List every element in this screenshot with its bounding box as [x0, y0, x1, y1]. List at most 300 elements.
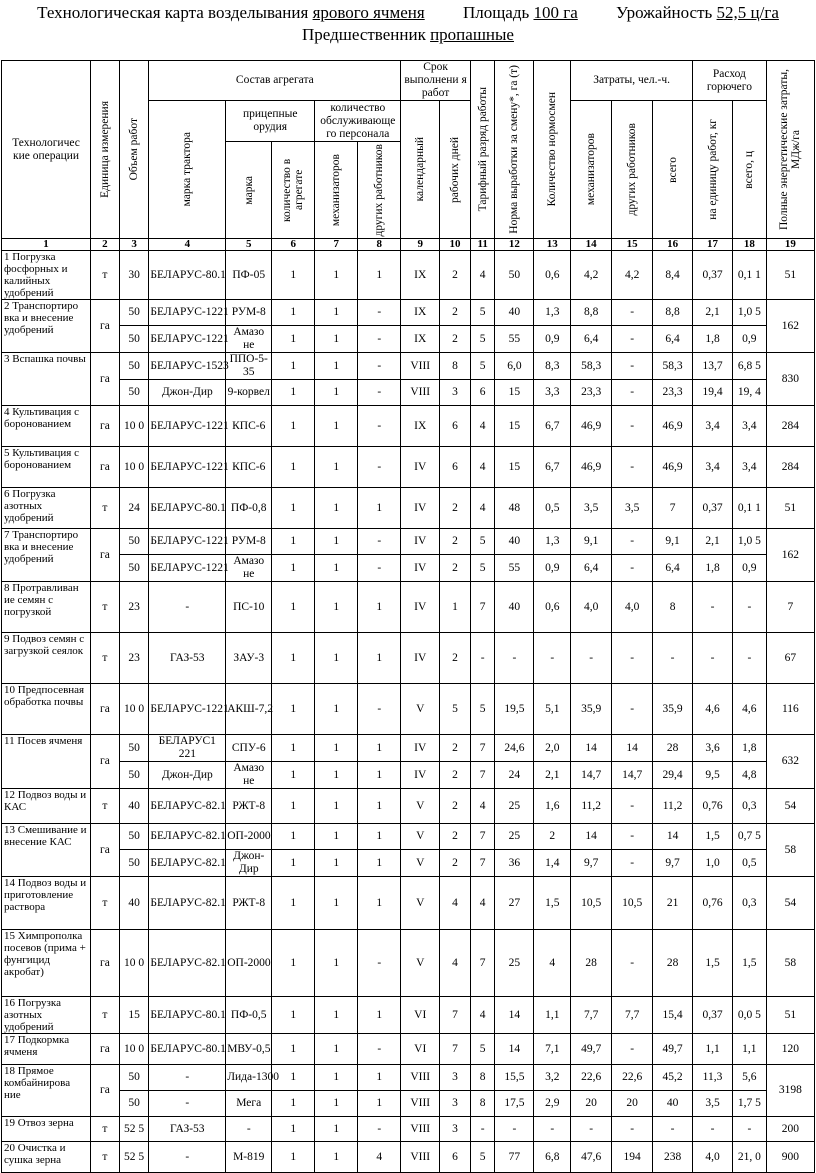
- table-cell: 1: [315, 447, 358, 488]
- table-cell: 50: [119, 353, 149, 380]
- table-cell: IX: [401, 406, 440, 447]
- table-row: [2, 447, 815, 488]
- table-cell: 2: [440, 824, 471, 850]
- table-cell: 5: [470, 353, 495, 380]
- table-cell: 194: [612, 1142, 653, 1173]
- table-cell: т: [91, 997, 120, 1034]
- table-cell: 7,7: [612, 997, 653, 1034]
- table-cell: 2: [440, 300, 471, 326]
- table-cell: 1: [358, 997, 401, 1034]
- table-cell: 46,9: [571, 447, 612, 488]
- table-cell: VIII: [401, 1091, 440, 1117]
- table-cell: т: [91, 251, 120, 300]
- table-cell: 4: [470, 447, 495, 488]
- table-cell: 6,4: [571, 326, 612, 353]
- table-cell: т: [91, 1142, 120, 1173]
- header-costs: Затраты, чел.-ч.: [571, 61, 693, 101]
- table-cell: 1: [358, 1065, 401, 1091]
- column-number: 11: [470, 239, 495, 251]
- operation-name: 13 Смешивание и внесение КАС: [2, 824, 91, 877]
- operation-name: 19 Отвоз зерна: [2, 1117, 91, 1142]
- table-cell: 0,9: [732, 326, 766, 353]
- table-cell: БЕЛАРУС1 221: [149, 735, 226, 762]
- table-cell: 4: [470, 406, 495, 447]
- header-staff: количество обслуживающе го персонала: [315, 101, 401, 142]
- table-cell: 1,0 5: [732, 529, 766, 555]
- table-cell: Джон-Дир: [149, 762, 226, 789]
- table-row: [2, 824, 815, 850]
- table-cell: М-819: [226, 1142, 272, 1173]
- unit-cell: га: [91, 1065, 120, 1117]
- operation-name: 5 Культивация с боронованием: [2, 447, 91, 488]
- table-cell: 6,4: [653, 555, 693, 582]
- table-cell: БЕЛАРУС-1221: [149, 447, 226, 488]
- table-cell: 1: [315, 380, 358, 406]
- table-cell: 58,3: [571, 353, 612, 380]
- table-cell: -: [226, 1117, 272, 1142]
- table-cell: IV: [401, 735, 440, 762]
- table-cell: 1: [315, 877, 358, 930]
- energy-cell: 632: [766, 735, 814, 789]
- operation-name: 1 Погрузка фосфорных и калийных удобрений: [2, 251, 91, 300]
- table-cell: Джон-Дир: [149, 380, 226, 406]
- table-cell: 1: [272, 877, 315, 930]
- table-cell: 50: [119, 380, 149, 406]
- table-cell: 58: [766, 930, 814, 997]
- table-cell: 45,2: [653, 1065, 693, 1091]
- table-cell: 10,5: [612, 877, 653, 930]
- table-cell: -: [732, 633, 766, 684]
- table-cell: 4,0: [693, 1142, 733, 1173]
- table-cell: АКШ-7,2: [226, 684, 272, 735]
- table-cell: -: [612, 326, 653, 353]
- table-cell: 1: [315, 300, 358, 326]
- table-cell: 1: [358, 1091, 401, 1117]
- column-number: 2: [91, 239, 120, 251]
- table-cell: 1,8: [732, 735, 766, 762]
- predecessor-label: Предшественник: [302, 25, 426, 44]
- table-cell: т: [91, 789, 120, 824]
- table-cell: 1,3: [534, 300, 571, 326]
- table-cell: 8: [653, 582, 693, 633]
- table-cell: 0,0 5: [732, 997, 766, 1034]
- area-value: 100 га: [533, 3, 578, 22]
- table-cell: -: [470, 1117, 495, 1142]
- table-cell: 0,37: [693, 488, 733, 529]
- table-cell: 1: [272, 300, 315, 326]
- table-cell: 1,5: [693, 824, 733, 850]
- table-cell: 28: [653, 930, 693, 997]
- table-cell: -: [470, 633, 495, 684]
- table-cell: 2,0: [534, 735, 571, 762]
- table-cell: 9,1: [653, 529, 693, 555]
- header-energy: Полные энергетические затраты, МДж/га: [766, 61, 814, 239]
- table-cell: 1: [272, 684, 315, 735]
- table-cell: 49,7: [653, 1034, 693, 1065]
- table-cell: 6: [470, 380, 495, 406]
- table-cell: 11,2: [653, 789, 693, 824]
- table-cell: 1: [315, 1091, 358, 1117]
- header-calendar: календарный: [401, 101, 440, 239]
- table-cell: 6,8 5: [732, 353, 766, 380]
- table-cell: -: [612, 684, 653, 735]
- column-number: 5: [226, 239, 272, 251]
- energy-cell: 3198: [766, 1065, 814, 1117]
- table-cell: 3: [440, 1117, 471, 1142]
- table-cell: 2,1: [534, 762, 571, 789]
- table-cell: 11,2: [571, 789, 612, 824]
- table-row: [2, 1091, 815, 1117]
- table-cell: 1: [272, 824, 315, 850]
- title-prefix: Технологическая карта возделывания: [37, 3, 309, 22]
- operation-name: 8 Протравливан ие семян с погрузкой: [2, 582, 91, 633]
- table-cell: 10 0: [119, 1034, 149, 1065]
- table-cell: -: [571, 633, 612, 684]
- table-cell: БЕЛАРУС-1221: [149, 326, 226, 353]
- table-cell: 20: [612, 1091, 653, 1117]
- header-norm: Норма выработки за смену*, га (т): [495, 61, 534, 239]
- table-cell: БЕЛАРУС-82.1: [149, 824, 226, 850]
- table-cell: 1: [358, 850, 401, 877]
- table-cell: 50: [119, 1091, 149, 1117]
- table-row: [2, 735, 815, 762]
- table-cell: 8: [470, 1065, 495, 1091]
- table-cell: 3,4: [693, 406, 733, 447]
- table-cell: VI: [401, 1034, 440, 1065]
- table-cell: 8: [440, 353, 471, 380]
- table-body: [2, 251, 815, 1173]
- table-cell: 3,4: [732, 447, 766, 488]
- header-cost-others: других работников: [612, 101, 653, 239]
- column-number: 3: [119, 239, 149, 251]
- table-cell: 54: [766, 877, 814, 930]
- table-cell: IX: [401, 251, 440, 300]
- table-cell: 3,6: [693, 735, 733, 762]
- table-cell: 1: [358, 789, 401, 824]
- table-row: [2, 1117, 815, 1142]
- table-cell: 3: [440, 1091, 471, 1117]
- table-cell: 1: [272, 930, 315, 997]
- table-row: [2, 684, 815, 735]
- table-cell: 17,5: [495, 1091, 534, 1117]
- table-cell: га: [91, 406, 120, 447]
- table-cell: 4: [470, 488, 495, 529]
- table-cell: ГАЗ-53: [149, 633, 226, 684]
- header-tractor: марка трактора: [149, 101, 226, 239]
- table-cell: 2: [440, 633, 471, 684]
- table-cell: 7: [440, 997, 471, 1034]
- table-cell: ПФ-05: [226, 251, 272, 300]
- table-cell: 3,4: [732, 406, 766, 447]
- table-cell: 6,7: [534, 406, 571, 447]
- table-cell: -: [693, 1117, 733, 1142]
- table-row: [2, 850, 815, 877]
- table-cell: БЕЛАРУС-1221: [149, 300, 226, 326]
- table-cell: -: [149, 1142, 226, 1173]
- operation-name: 14 Подвоз воды и приготовление раствора: [2, 877, 91, 930]
- table-cell: 1: [358, 762, 401, 789]
- table-cell: -: [612, 529, 653, 555]
- table-cell: 1,5: [534, 877, 571, 930]
- unit-cell: га: [91, 824, 120, 877]
- table-cell: 35,9: [653, 684, 693, 735]
- table-cell: 1: [315, 633, 358, 684]
- table-cell: V: [401, 789, 440, 824]
- table-cell: 1: [358, 582, 401, 633]
- table-cell: 200: [766, 1117, 814, 1142]
- table-cell: БЕЛАРУС-80.1: [149, 997, 226, 1034]
- table-cell: 1,6: [534, 789, 571, 824]
- table-cell: -: [612, 447, 653, 488]
- table-cell: 25: [495, 824, 534, 850]
- table-cell: 10 0: [119, 684, 149, 735]
- table-cell: 51: [766, 251, 814, 300]
- table-cell: 14: [571, 735, 612, 762]
- table-cell: -: [534, 633, 571, 684]
- table-cell: 5: [470, 555, 495, 582]
- table-cell: IV: [401, 582, 440, 633]
- table-cell: 14: [495, 1034, 534, 1065]
- table-cell: БЕЛАРУС-82.1: [149, 877, 226, 930]
- table-cell: 116: [766, 684, 814, 735]
- table-cell: КПС-6: [226, 447, 272, 488]
- table-cell: т: [91, 1117, 120, 1142]
- table-row: [2, 1142, 815, 1173]
- table-cell: VI: [401, 997, 440, 1034]
- table-cell: -: [612, 300, 653, 326]
- table-cell: РУМ-8: [226, 300, 272, 326]
- table-cell: -: [358, 1117, 401, 1142]
- unit-cell: га: [91, 735, 120, 789]
- table-cell: 15: [119, 997, 149, 1034]
- table-row: [2, 1034, 815, 1065]
- table-cell: 14: [612, 735, 653, 762]
- table-cell: т: [91, 633, 120, 684]
- table-cell: 28: [653, 735, 693, 762]
- title-line-1: [0, 0, 816, 24]
- table-cell: -: [612, 824, 653, 850]
- table-cell: 1: [272, 762, 315, 789]
- table-cell: га: [91, 1034, 120, 1065]
- table-cell: 1: [315, 735, 358, 762]
- table-cell: 35,9: [571, 684, 612, 735]
- table-cell: 0,5: [534, 488, 571, 529]
- table-cell: 1,0 5: [732, 300, 766, 326]
- operation-name: 17 Подкормка ячменя: [2, 1034, 91, 1065]
- table-cell: БЕЛАРУС-1221: [149, 555, 226, 582]
- table-cell: 4: [470, 251, 495, 300]
- table-cell: 1: [272, 735, 315, 762]
- table-cell: 3,5: [612, 488, 653, 529]
- table-cell: -: [612, 1117, 653, 1142]
- table-cell: 5: [470, 1034, 495, 1065]
- table-cell: 55: [495, 326, 534, 353]
- table-cell: 15: [495, 447, 534, 488]
- table-cell: 8: [470, 1091, 495, 1117]
- table-cell: 8,8: [571, 300, 612, 326]
- operation-name: 3 Вспашка почвы: [2, 353, 91, 406]
- column-number: 1: [2, 239, 91, 251]
- table-cell: -: [653, 633, 693, 684]
- table-cell: 40: [119, 789, 149, 824]
- table-cell: -: [732, 582, 766, 633]
- table-cell: 1: [315, 1065, 358, 1091]
- table-cell: -: [358, 1034, 401, 1065]
- table-cell: 1: [315, 326, 358, 353]
- table-cell: ППО-5-35: [226, 353, 272, 380]
- table-cell: 22,6: [571, 1065, 612, 1091]
- table-cell: 5: [470, 684, 495, 735]
- table-cell: 5,1: [534, 684, 571, 735]
- table-cell: 1: [358, 633, 401, 684]
- column-number: 16: [653, 239, 693, 251]
- table-cell: -: [358, 555, 401, 582]
- table-cell: 6: [440, 447, 471, 488]
- table-cell: 7: [440, 1034, 471, 1065]
- table-cell: -: [612, 633, 653, 684]
- table-cell: 1: [315, 1142, 358, 1173]
- table-cell: IV: [401, 447, 440, 488]
- table-cell: БЕЛАРУС-1221: [149, 406, 226, 447]
- column-number: 17: [693, 239, 733, 251]
- header-staff-mech: механизаторов: [315, 142, 358, 239]
- table-cell: 4: [358, 1142, 401, 1173]
- table-cell: 238: [653, 1142, 693, 1173]
- table-cell: 9,7: [653, 850, 693, 877]
- table-cell: 4: [470, 789, 495, 824]
- table-cell: 9,1: [571, 529, 612, 555]
- table-cell: 1: [315, 1117, 358, 1142]
- table-cell: 1: [272, 1117, 315, 1142]
- table-cell: -: [358, 684, 401, 735]
- header-staff-others: других работников: [358, 142, 401, 239]
- area-label: Площадь: [462, 3, 530, 22]
- table-cell: 23: [119, 582, 149, 633]
- unit-cell: га: [91, 300, 120, 353]
- table-cell: IV: [401, 488, 440, 529]
- table-cell: 50: [119, 300, 149, 326]
- operation-name: 12 Подвоз воды и КАС: [2, 789, 91, 824]
- table-cell: -: [612, 353, 653, 380]
- operation-name: 18 Прямое комбайнирова ние: [2, 1065, 91, 1117]
- header-ops: Технологичес кие операции: [2, 61, 91, 239]
- table-row: [2, 1065, 815, 1091]
- table-cell: 23: [119, 633, 149, 684]
- table-cell: 55: [495, 555, 534, 582]
- table-cell: 1: [272, 1091, 315, 1117]
- table-cell: 4: [470, 997, 495, 1034]
- table-cell: 0,7 5: [732, 824, 766, 850]
- operation-name: 16 Погрузка азотных удобрений: [2, 997, 91, 1034]
- operation-name: 7 Транспортиро вка и внесение удобрений: [2, 529, 91, 582]
- header-aggregate: Состав агрегата: [149, 61, 401, 101]
- table-cell: 0,9: [534, 555, 571, 582]
- table-cell: 46,9: [653, 406, 693, 447]
- table-cell: 3: [440, 1065, 471, 1091]
- table-cell: 1: [272, 406, 315, 447]
- table-cell: -: [149, 1065, 226, 1091]
- table-cell: МВУ-0,5: [226, 1034, 272, 1065]
- table-cell: 3,4: [693, 447, 733, 488]
- header-workdays: рабочих дней: [440, 101, 471, 239]
- table-cell: 1: [272, 251, 315, 300]
- table-cell: 67: [766, 633, 814, 684]
- table-cell: ГАЗ-53: [149, 1117, 226, 1142]
- table-cell: 7: [766, 582, 814, 633]
- table-cell: 1: [315, 789, 358, 824]
- header-term: Срок выполнени я работ: [401, 61, 471, 101]
- table-row: [2, 762, 815, 789]
- table-cell: Амазо не: [226, 326, 272, 353]
- operation-name: 15 Химпрополка посевов (прима + фунгицид акробат): [2, 930, 91, 997]
- table-cell: -: [612, 789, 653, 824]
- table-cell: РУМ-8: [226, 529, 272, 555]
- table-cell: 51: [766, 488, 814, 529]
- table-cell: 25: [495, 930, 534, 997]
- table-cell: 7: [470, 850, 495, 877]
- table-cell: 1: [272, 633, 315, 684]
- table-cell: 8,3: [534, 353, 571, 380]
- table-cell: -: [358, 930, 401, 997]
- table-cell: 1,5: [693, 930, 733, 997]
- table-cell: 0,37: [693, 997, 733, 1034]
- header-fuel-total: всего, ц: [732, 101, 766, 239]
- table-cell: 1: [272, 850, 315, 877]
- table-cell: 13,7: [693, 353, 733, 380]
- table-cell: 19,4: [693, 380, 733, 406]
- table-cell: 2,1: [693, 300, 733, 326]
- table-cell: IV: [401, 555, 440, 582]
- table-cell: 1: [315, 406, 358, 447]
- table-cell: РЖТ-8: [226, 789, 272, 824]
- table-cell: 47,6: [571, 1142, 612, 1173]
- table-cell: 284: [766, 406, 814, 447]
- table-cell: 900: [766, 1142, 814, 1173]
- table-cell: 1: [315, 582, 358, 633]
- table-cell: VIII: [401, 1117, 440, 1142]
- table-cell: 9,7: [571, 850, 612, 877]
- table-row: [2, 353, 815, 380]
- table-cell: 58,3: [653, 353, 693, 380]
- table-cell: 1: [272, 488, 315, 529]
- table-cell: 1: [440, 582, 471, 633]
- table-cell: -: [612, 406, 653, 447]
- table-cell: -: [612, 1034, 653, 1065]
- table-cell: -: [693, 633, 733, 684]
- column-number: 14: [571, 239, 612, 251]
- unit-cell: га: [91, 353, 120, 406]
- column-number: 10: [440, 239, 471, 251]
- table-cell: 2,9: [534, 1091, 571, 1117]
- table-cell: 3: [440, 380, 471, 406]
- table-cell: 50: [119, 735, 149, 762]
- table-cell: 54: [766, 789, 814, 824]
- table-cell: 23,3: [571, 380, 612, 406]
- table-cell: 1: [272, 555, 315, 582]
- table-cell: 4,2: [571, 251, 612, 300]
- table-cell: 4,0: [612, 582, 653, 633]
- column-number: 9: [401, 239, 440, 251]
- table-row: [2, 877, 815, 930]
- table-cell: 0,9: [732, 555, 766, 582]
- table-row: [2, 300, 815, 326]
- table-cell: 2: [534, 824, 571, 850]
- table-cell: 15: [495, 406, 534, 447]
- table-cell: 0,6: [534, 582, 571, 633]
- table-cell: 50: [119, 326, 149, 353]
- table-cell: 50: [119, 850, 149, 877]
- table-cell: 52 5: [119, 1142, 149, 1173]
